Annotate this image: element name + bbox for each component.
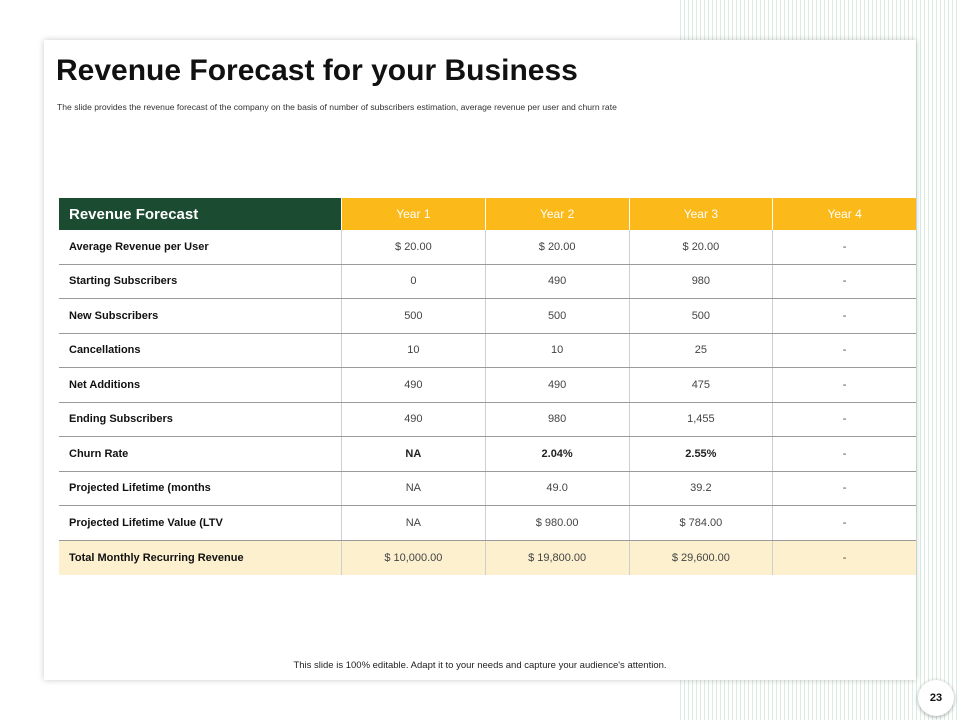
- header-year-4: Year 4: [772, 198, 916, 230]
- cell-value: -: [772, 230, 916, 264]
- cell-value: 980: [485, 403, 629, 437]
- row-label: Net Additions: [69, 378, 141, 391]
- cell-value: 500: [341, 299, 485, 333]
- cell-value: NA: [341, 437, 485, 471]
- cell-value: $ 20.00: [341, 230, 485, 264]
- cell-value: $ 784.00: [629, 506, 773, 540]
- cell-value: $ 29,600.00: [629, 541, 773, 576]
- page-number-badge: 23: [918, 680, 954, 716]
- cell-value: $ 10,000.00: [341, 541, 485, 576]
- cell-value: 500: [629, 299, 773, 333]
- table-header-label: Revenue Forecast: [59, 198, 341, 230]
- table-row: [59, 230, 916, 265]
- cell-value: -: [772, 472, 916, 506]
- slide-card: [44, 40, 916, 680]
- row-label: Starting Subscribers: [69, 275, 178, 288]
- cell-value: -: [772, 541, 916, 576]
- cell-value: 0: [341, 265, 485, 299]
- row-label: Cancellations: [69, 344, 141, 357]
- footer-note: This slide is 100% editable. Adapt it to your needs and capture your audience's attention.: [293, 660, 667, 671]
- table-row: [59, 334, 916, 369]
- cell-value: $ 20.00: [629, 230, 773, 264]
- cell-value: $ 20.00: [485, 230, 629, 264]
- cell-value: NA: [341, 506, 485, 540]
- table-row: [59, 403, 916, 438]
- cell-value: 490: [485, 265, 629, 299]
- table-row: [59, 437, 916, 472]
- cell-value: -: [772, 506, 916, 540]
- cell-value: -: [772, 334, 916, 368]
- table-header-row: [59, 198, 916, 230]
- cell-value: 1,455: [629, 403, 773, 437]
- table-row: [59, 265, 916, 300]
- cell-value: 2.04%: [485, 437, 629, 471]
- cell-value: 500: [485, 299, 629, 333]
- cell-value: -: [772, 265, 916, 299]
- cell-value: 490: [341, 403, 485, 437]
- cell-value: -: [772, 299, 916, 333]
- cell-value: 10: [485, 334, 629, 368]
- cell-value: 25: [629, 334, 773, 368]
- table-row: [59, 472, 916, 507]
- cell-value: 475: [629, 368, 773, 402]
- cell-value: NA: [341, 472, 485, 506]
- row-label: Total Monthly Recurring Revenue: [69, 551, 244, 564]
- row-label: Churn Rate: [69, 447, 129, 460]
- header-year-3: Year 3: [629, 198, 773, 230]
- row-label: Projected Lifetime (months: [69, 482, 211, 495]
- table-row: [59, 299, 916, 334]
- cell-value: 490: [341, 368, 485, 402]
- cell-value: $ 980.00: [485, 506, 629, 540]
- header-year-2: Year 2: [485, 198, 629, 230]
- table-row: [59, 506, 916, 541]
- revenue-forecast-table: [59, 198, 916, 575]
- row-label: Projected Lifetime Value (LTV: [69, 516, 223, 529]
- table-row: [59, 368, 916, 403]
- row-label: New Subscribers: [69, 309, 159, 322]
- total-row: [59, 541, 916, 576]
- slide-title: Revenue Forecast for your Business: [56, 54, 578, 87]
- cell-value: 490: [485, 368, 629, 402]
- cell-value: 2.55%: [629, 437, 773, 471]
- cell-value: 39.2: [629, 472, 773, 506]
- cell-value: 49.0: [485, 472, 629, 506]
- slide-subtitle: The slide provides the revenue forecast of the company on the basis of number of subscribers estimation, average revenue per user and churn rate: [57, 102, 617, 112]
- cell-value: $ 19,800.00: [485, 541, 629, 576]
- cell-value: 980: [629, 265, 773, 299]
- header-year-1: Year 1: [341, 198, 485, 230]
- cell-value: 10: [341, 334, 485, 368]
- row-label: Ending Subscribers: [69, 413, 173, 426]
- cell-value: -: [772, 403, 916, 437]
- row-label: Average Revenue per User: [69, 240, 209, 253]
- cell-value: -: [772, 368, 916, 402]
- cell-value: -: [772, 437, 916, 471]
